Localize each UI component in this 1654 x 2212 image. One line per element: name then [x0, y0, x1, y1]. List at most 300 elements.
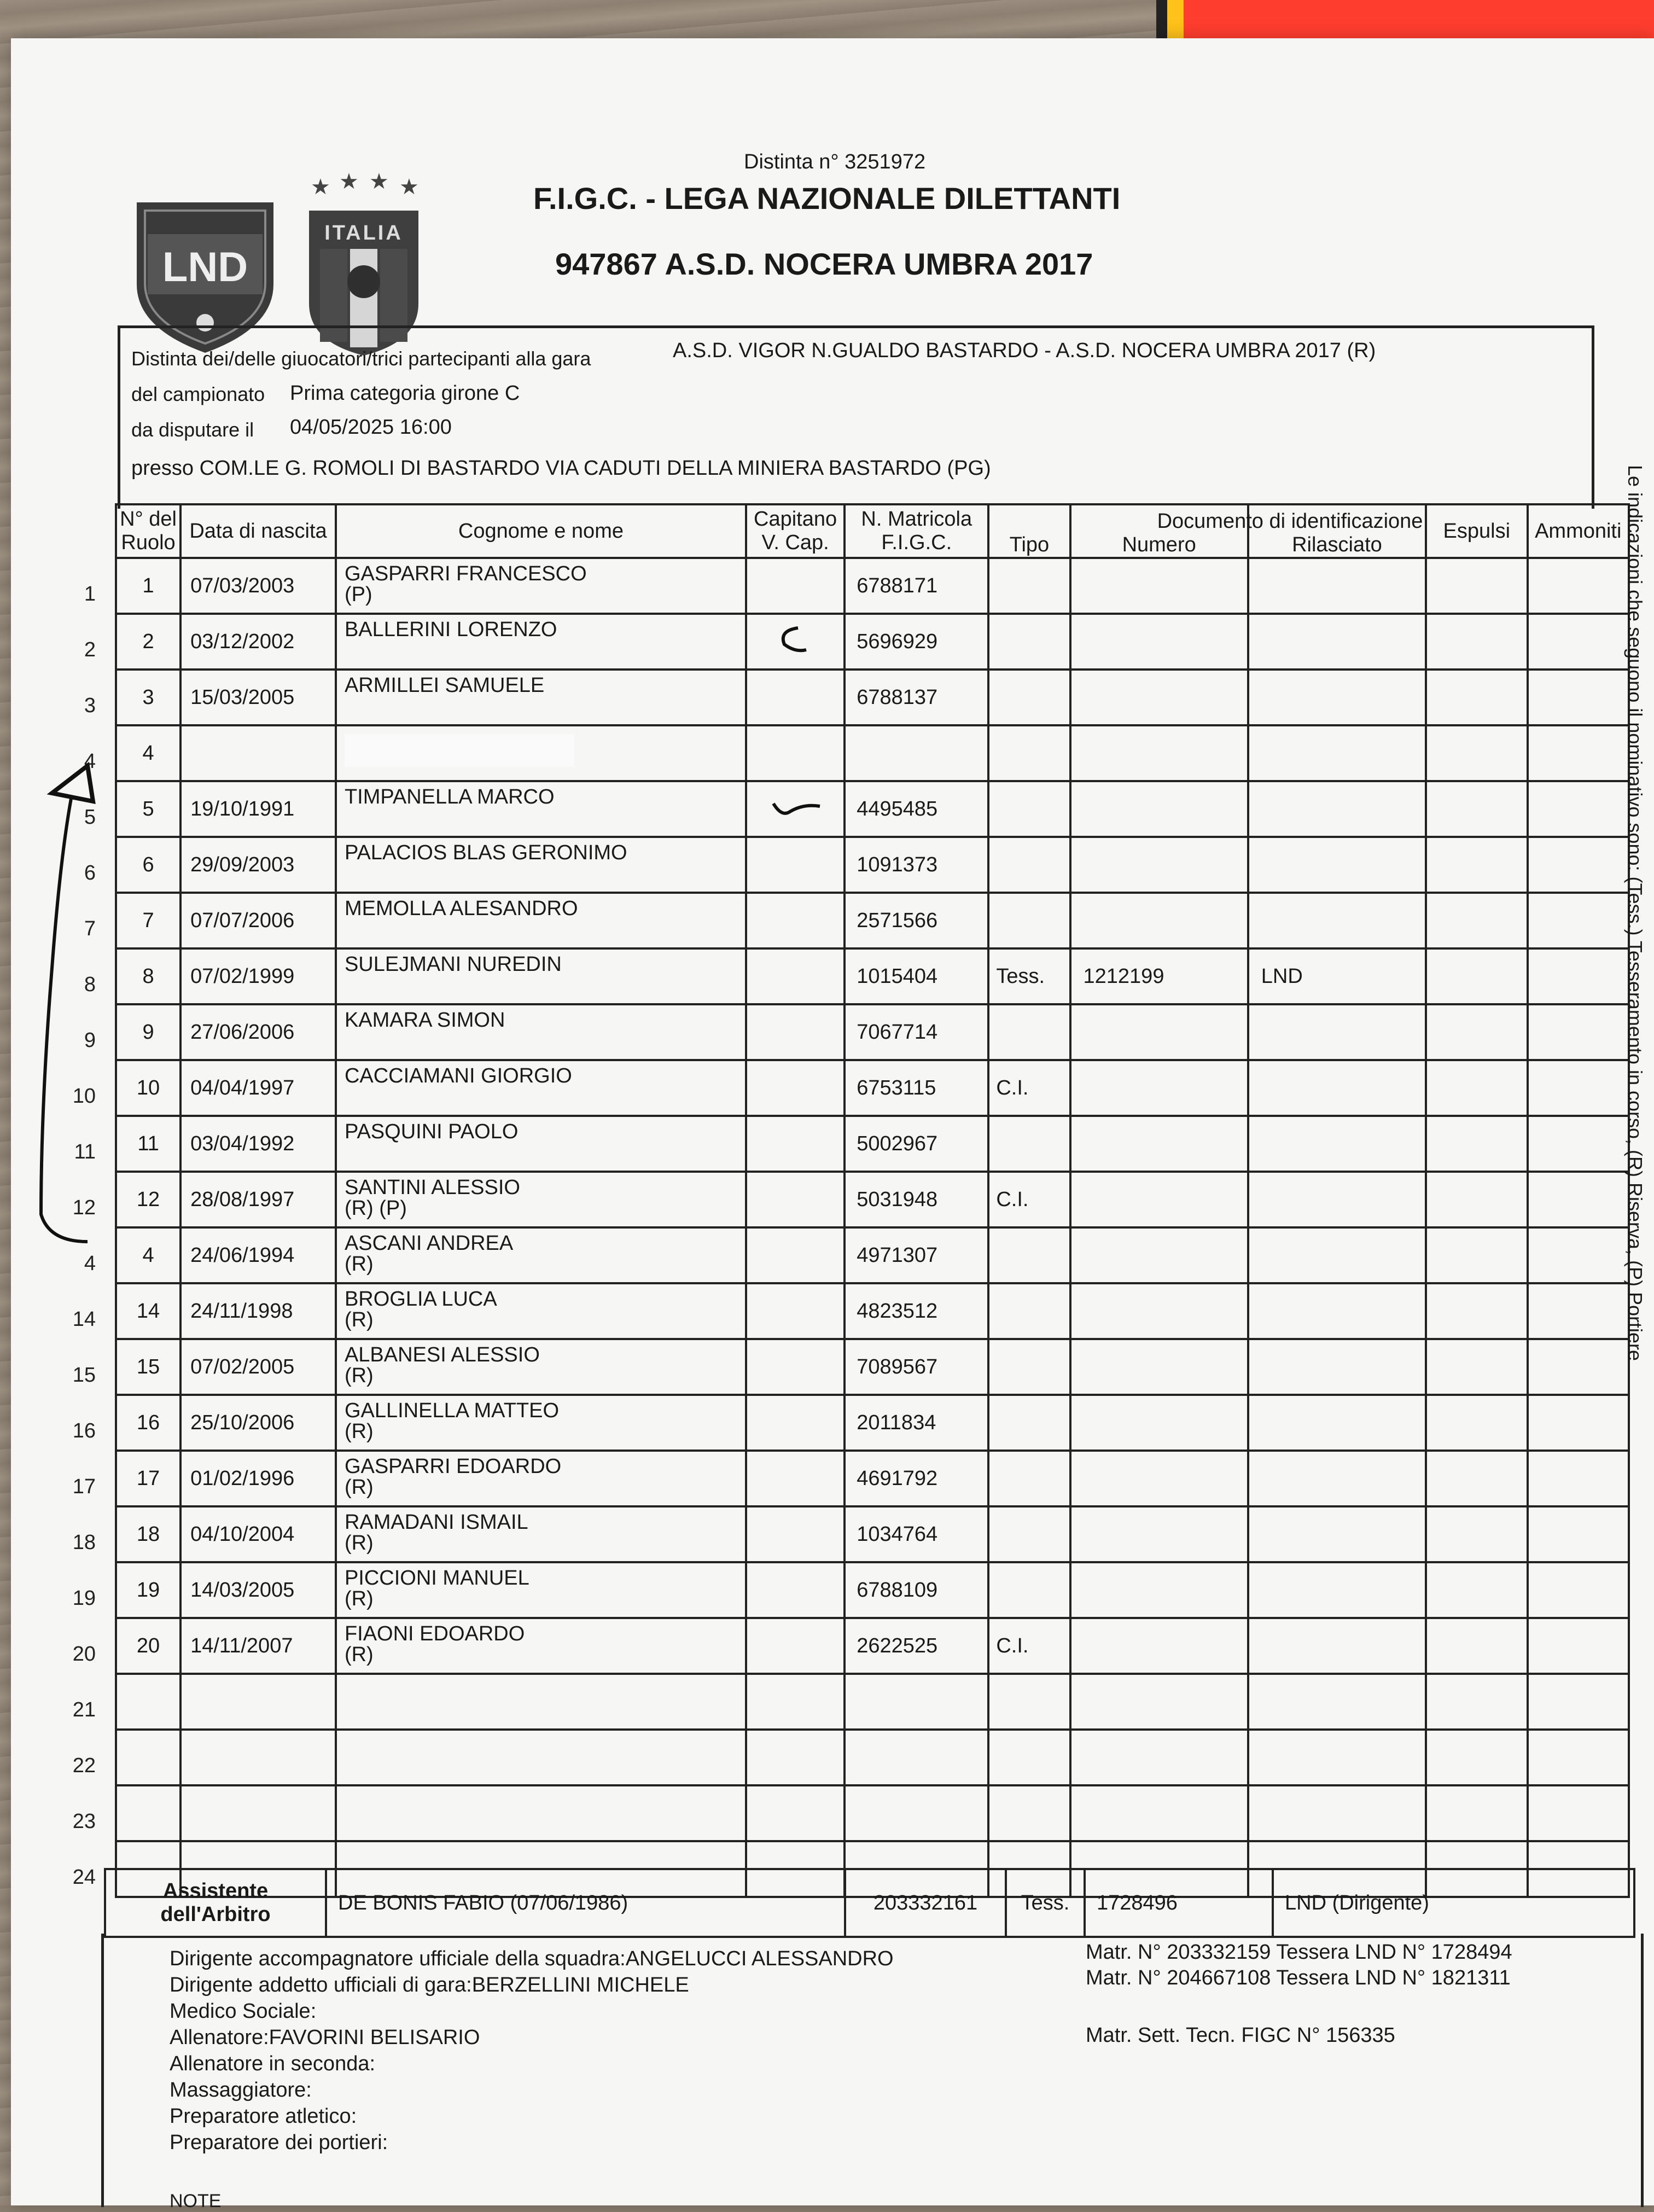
- player-name: TIMPANELLA MARCO: [344, 785, 555, 808]
- cell-numero: [1070, 1004, 1248, 1060]
- table-row: [116, 893, 1629, 948]
- player-note: (R): [344, 1587, 374, 1610]
- cell-tipo: [988, 1395, 1070, 1451]
- cell-nascita: 19/10/1991: [180, 781, 336, 837]
- cell-nome: [336, 1562, 746, 1618]
- player-name: BALLERINI LORENZO: [344, 618, 557, 641]
- cell-numero: [1070, 1283, 1248, 1339]
- player-note: (R): [344, 1364, 374, 1387]
- player-name: PASQUINI PAOLO: [344, 1120, 519, 1143]
- cell-ruolo: 16: [116, 1395, 180, 1451]
- cell-tipo: [988, 1283, 1070, 1339]
- cell-rilasciato: [1248, 1283, 1426, 1339]
- cell-rilasciato: [1248, 837, 1426, 893]
- assistant-name: DE BONIS FABIO (07/06/1986): [326, 1869, 845, 1937]
- table-row: [116, 670, 1629, 725]
- player-name: ALBANESI ALESSIO: [344, 1343, 540, 1366]
- note-label: NOTE: [170, 2191, 222, 2211]
- cell-capitano: [746, 1730, 845, 1785]
- cell-matricola: 2011834: [845, 1395, 988, 1451]
- cell-nascita: 24/11/1998: [180, 1283, 336, 1339]
- cell-nome: [336, 1730, 746, 1785]
- cell-espulsi: [1426, 837, 1527, 893]
- cell-ammoniti: [1528, 781, 1629, 837]
- cell-ruolo: 2: [116, 614, 180, 670]
- cell-espulsi: [1426, 1172, 1527, 1227]
- cell-nome: [336, 948, 746, 1004]
- cell-numero: [1070, 1785, 1248, 1841]
- cell-numero: [1070, 1506, 1248, 1562]
- side-row-number: 1: [84, 583, 96, 606]
- cell-matricola: 6753115: [845, 1060, 988, 1116]
- match-info-box: [118, 325, 1594, 509]
- cell-nome: [336, 1618, 746, 1674]
- cell-capitano: [746, 1116, 845, 1172]
- side-row-number: 20: [72, 1643, 96, 1666]
- cell-rilasciato: [1248, 725, 1426, 781]
- cell-tipo: [988, 1004, 1070, 1060]
- cell-tipo: [988, 614, 1070, 670]
- cell-numero: [1070, 670, 1248, 725]
- staff-line: Allenatore:FAVORINI BELISARIO: [170, 2026, 480, 2049]
- cell-ruolo: 9: [116, 1004, 180, 1060]
- cell-espulsi: [1426, 1451, 1527, 1506]
- cell-ruolo: 4: [116, 725, 180, 781]
- col-espulsi: Espulsi: [1426, 504, 1527, 558]
- col-ruolo: N° del Ruolo: [116, 504, 180, 558]
- side-row-number: 19: [72, 1587, 96, 1610]
- table-row: [116, 1562, 1629, 1618]
- cell-ammoniti: [1528, 1506, 1629, 1562]
- cell-matricola: [845, 1785, 988, 1841]
- cell-tipo: Tess.: [988, 948, 1070, 1004]
- side-row-number: 4: [84, 1252, 96, 1275]
- table-row: [116, 725, 1629, 781]
- cell-nascita: [180, 1674, 336, 1730]
- cell-numero: [1070, 893, 1248, 948]
- side-row-number: 10: [72, 1085, 96, 1108]
- cell-tipo: C.I.: [988, 1618, 1070, 1674]
- cell-rilasciato: [1248, 1395, 1426, 1451]
- cell-rilasciato: [1248, 1730, 1426, 1785]
- cell-capitano: [746, 1395, 845, 1451]
- col-rilasciato-label: Rilasciato: [1292, 533, 1382, 556]
- table-row: [116, 1172, 1629, 1227]
- cell-rilasciato: [1248, 558, 1426, 614]
- staff-line: Dirigente addetto ufficiali di gara:BERZELLINI MICHELE: [170, 1974, 689, 1996]
- cell-capitano: [746, 1506, 845, 1562]
- cell-numero: [1070, 837, 1248, 893]
- document-sheet: [11, 38, 1654, 2211]
- cell-ruolo: 17: [116, 1451, 180, 1506]
- cell-nome: [336, 1004, 746, 1060]
- cell-nome: [336, 837, 746, 893]
- cell-rilasciato: LND: [1248, 948, 1426, 1004]
- cell-numero: [1070, 1172, 1248, 1227]
- cell-ruolo: 11: [116, 1116, 180, 1172]
- player-name: GALLINELLA MATTEO: [344, 1399, 560, 1422]
- cell-nascita: 29/09/2003: [180, 837, 336, 893]
- col-nascita: Data di nascita: [180, 504, 336, 558]
- cell-rilasciato: [1248, 1562, 1426, 1618]
- cell-capitano: [746, 1618, 845, 1674]
- cell-ammoniti: [1528, 1060, 1629, 1116]
- col-matricola: N. Matricola F.I.G.C.: [845, 504, 988, 558]
- player-note: (R): [344, 1253, 374, 1276]
- cell-capitano: [746, 1451, 845, 1506]
- cell-capitano: [746, 1562, 845, 1618]
- cell-espulsi: [1426, 614, 1527, 670]
- staff-line: Preparatore atletico:: [170, 2105, 357, 2128]
- cell-ruolo: [116, 1785, 180, 1841]
- table-row: [116, 1116, 1629, 1172]
- table-row: [116, 1283, 1629, 1339]
- player-name: GASPARRI EDOARDO: [344, 1455, 562, 1478]
- table-row: [116, 1674, 1629, 1730]
- table-row: [116, 1339, 1629, 1395]
- cell-nascita: 24/06/1994: [180, 1227, 336, 1283]
- cell-matricola: 4823512: [845, 1283, 988, 1339]
- cell-nascita: [180, 725, 336, 781]
- assistant-label: Assistente dell'Arbitro: [105, 1869, 326, 1937]
- table-row: [116, 1060, 1629, 1116]
- cell-matricola: 7089567: [845, 1339, 988, 1395]
- player-name: SULEJMANI NUREDIN: [344, 953, 562, 976]
- cell-ruolo: 7: [116, 893, 180, 948]
- cell-tipo: [988, 1506, 1070, 1562]
- cell-espulsi: [1426, 1730, 1527, 1785]
- cell-ammoniti: [1528, 725, 1629, 781]
- cell-nome: [336, 725, 746, 781]
- cell-tipo: [988, 1339, 1070, 1395]
- col-tipo: [988, 504, 1070, 558]
- cell-ruolo: [116, 1730, 180, 1785]
- cell-nascita: 14/03/2005: [180, 1562, 336, 1618]
- player-name: PALACIOS BLAS GERONIMO: [344, 841, 627, 864]
- assistant-row: [105, 1869, 1634, 1937]
- cell-nome: [336, 1172, 746, 1227]
- cell-nascita: 27/06/2006: [180, 1004, 336, 1060]
- cell-espulsi: [1426, 1618, 1527, 1674]
- cell-tipo: [988, 893, 1070, 948]
- cell-matricola: 2622525: [845, 1618, 988, 1674]
- player-name: ARMILLEI SAMUELE: [344, 674, 545, 697]
- cell-espulsi: [1426, 1283, 1527, 1339]
- vice-captain-mark: [765, 787, 825, 825]
- cell-ruolo: 4: [116, 1227, 180, 1283]
- cell-tipo: [988, 1730, 1070, 1785]
- cell-matricola: 1015404: [845, 948, 988, 1004]
- disputare-label: da disputare il: [131, 418, 254, 441]
- cell-matricola: [845, 725, 988, 781]
- cell-rilasciato: [1248, 893, 1426, 948]
- cell-ruolo: 10: [116, 1060, 180, 1116]
- col-documento: Documento di identificazione: [1157, 510, 1423, 533]
- side-row-number: 9: [84, 1029, 96, 1052]
- player-name: MEMOLLA ALESANDRO: [344, 897, 578, 920]
- cell-tipo: C.I.: [988, 1060, 1070, 1116]
- cell-nome: [336, 1339, 746, 1395]
- cell-capitano: [746, 1339, 845, 1395]
- player-name: CACCIAMANI GIORGIO: [344, 1064, 572, 1087]
- player-note: (R) (P): [344, 1197, 407, 1220]
- staff-line: Allenatore in seconda:: [170, 2052, 376, 2075]
- side-row-number: 5: [84, 806, 96, 829]
- cell-numero: [1070, 1116, 1248, 1172]
- cell-ruolo: 20: [116, 1618, 180, 1674]
- cell-ammoniti: [1528, 893, 1629, 948]
- cell-matricola: 1034764: [845, 1506, 988, 1562]
- cell-numero: 1212199: [1070, 948, 1248, 1004]
- cell-rilasciato: [1248, 1060, 1426, 1116]
- table-row: [116, 1506, 1629, 1562]
- cell-espulsi: [1426, 1562, 1527, 1618]
- cell-numero: [1070, 1060, 1248, 1116]
- cell-nome: [336, 1060, 746, 1116]
- cell-numero: [1070, 781, 1248, 837]
- cell-matricola: 4971307: [845, 1227, 988, 1283]
- cell-ammoniti: [1528, 1395, 1629, 1451]
- cell-nome: [336, 1116, 746, 1172]
- cell-ruolo: 18: [116, 1506, 180, 1562]
- side-row-number: 11: [74, 1140, 96, 1163]
- cell-nome: [336, 1227, 746, 1283]
- cell-rilasciato: [1248, 781, 1426, 837]
- cell-nascita: 03/12/2002: [180, 614, 336, 670]
- assistant-numero: 1728496: [1085, 1869, 1273, 1937]
- col-numero-label: Numero: [1122, 533, 1196, 556]
- cell-numero: [1070, 1339, 1248, 1395]
- cell-numero: [1070, 1618, 1248, 1674]
- staff-matricola-line: Matr. N° 204667108 Tessera LND N° 1821311: [1086, 1966, 1511, 1989]
- cell-ammoniti: [1528, 670, 1629, 725]
- cell-tipo: [988, 1674, 1070, 1730]
- svg-text:★: ★: [311, 175, 330, 199]
- cell-nome: [336, 1395, 746, 1451]
- cell-ammoniti: [1528, 837, 1629, 893]
- cell-rilasciato: [1248, 1172, 1426, 1227]
- cell-matricola: 2571566: [845, 893, 988, 948]
- cell-nome: [336, 670, 746, 725]
- cell-matricola: 5031948: [845, 1172, 988, 1227]
- staff-matricola-line: Matr. N° 203332159 Tessera LND N° 1728494: [1086, 1941, 1512, 1964]
- cell-espulsi: [1426, 670, 1527, 725]
- cell-nome: [336, 1283, 746, 1339]
- staff-line: Dirigente accompagnatore ufficiale della squadra:ANGELUCCI ALESSANDRO: [170, 1947, 894, 1970]
- players-table: [115, 503, 1630, 1898]
- cell-tipo: [988, 1451, 1070, 1506]
- cell-matricola: 5696929: [845, 614, 988, 670]
- cell-espulsi: [1426, 558, 1527, 614]
- handwritten-arrow: [27, 749, 159, 1269]
- cell-nascita: 07/03/2003: [180, 558, 336, 614]
- cell-tipo: [988, 725, 1070, 781]
- player-note: (P): [344, 583, 372, 606]
- cell-nome: [336, 893, 746, 948]
- italia-logo-text: ITALIA: [324, 222, 403, 245]
- side-row-number: 6: [84, 861, 96, 884]
- cell-matricola: [845, 1730, 988, 1785]
- player-note: (R): [344, 1308, 374, 1331]
- cell-capitano: [746, 893, 845, 948]
- staff-line: Medico Sociale:: [170, 2000, 317, 2023]
- cell-capitano: [746, 558, 845, 614]
- cell-nascita: 01/02/1996: [180, 1451, 336, 1506]
- cell-ammoniti: [1528, 948, 1629, 1004]
- side-row-number: 8: [84, 973, 96, 996]
- cell-espulsi: [1426, 1395, 1527, 1451]
- cell-nome: [336, 1785, 746, 1841]
- match-name: A.S.D. VIGOR N.GUALDO BASTARDO - A.S.D. NOCERA UMBRA 2017 (R): [673, 339, 1376, 362]
- table-row: [116, 1004, 1629, 1060]
- distinta-number: Distinta n° 3251972: [744, 150, 926, 173]
- league-title: F.I.G.C. - LEGA NAZIONALE DILETTANTI: [533, 181, 1121, 216]
- player-name: PICCIONI MANUEL: [344, 1567, 529, 1590]
- cell-capitano: [746, 1004, 845, 1060]
- cell-capitano: [746, 948, 845, 1004]
- cell-rilasciato: [1248, 1451, 1426, 1506]
- cell-espulsi: [1426, 725, 1527, 781]
- cell-rilasciato: [1248, 1339, 1426, 1395]
- cell-nascita: 04/10/2004: [180, 1506, 336, 1562]
- cell-nascita: [180, 1730, 336, 1785]
- cell-matricola: 6788137: [845, 670, 988, 725]
- side-row-number: 16: [72, 1419, 96, 1442]
- cell-rilasciato: [1248, 614, 1426, 670]
- cell-ruolo: 8: [116, 948, 180, 1004]
- cell-ruolo: 19: [116, 1562, 180, 1618]
- cell-rilasciato: [1248, 1227, 1426, 1283]
- venue: presso COM.LE G. ROMOLI DI BASTARDO VIA CADUTI DELLA MINIERA BASTARDO (PG): [131, 457, 991, 480]
- cell-ruolo: 6: [116, 837, 180, 893]
- lnd-logo-text: LND: [162, 244, 248, 290]
- col-tipo-label: Tipo: [1009, 533, 1050, 556]
- cell-rilasciato: [1248, 1785, 1426, 1841]
- cell-numero: [1070, 614, 1248, 670]
- cell-tipo: [988, 1116, 1070, 1172]
- cell-nome: [336, 781, 746, 837]
- team-title: 947867 A.S.D. NOCERA UMBRA 2017: [555, 247, 1093, 281]
- cell-nome: [336, 1451, 746, 1506]
- cell-espulsi: [1426, 1004, 1527, 1060]
- cell-capitano: [746, 614, 845, 670]
- cell-tipo: [988, 1785, 1070, 1841]
- side-row-number: 7: [84, 917, 96, 940]
- table-row: [116, 948, 1629, 1004]
- col-capitano: Capitano V. Cap.: [746, 504, 845, 558]
- player-name: KAMARA SIMON: [344, 1009, 505, 1032]
- cell-capitano: [746, 1172, 845, 1227]
- cell-rilasciato: [1248, 1004, 1426, 1060]
- cell-capitano: [746, 1060, 845, 1116]
- cell-matricola: [845, 1674, 988, 1730]
- cell-tipo: [988, 837, 1070, 893]
- cell-ammoniti: [1528, 1618, 1629, 1674]
- side-row-number: 17: [72, 1475, 96, 1498]
- cell-tipo: [988, 670, 1070, 725]
- cell-espulsi: [1426, 1674, 1527, 1730]
- cell-nome: [336, 558, 746, 614]
- table-row: [116, 781, 1629, 837]
- cell-capitano: [746, 1227, 845, 1283]
- partecipanti-label: Distinta dei/delle giuocatori/trici partecipanti alla gara: [131, 347, 591, 370]
- cell-nome: [336, 1674, 746, 1730]
- player-note: (R): [344, 1532, 374, 1555]
- cell-ruolo: 15: [116, 1339, 180, 1395]
- cell-matricola: 7067714: [845, 1004, 988, 1060]
- player-name: FIAONI EDOARDO: [344, 1622, 525, 1645]
- cell-ammoniti: [1528, 1116, 1629, 1172]
- player-note: (R): [344, 1643, 374, 1666]
- cell-capitano: [746, 670, 845, 725]
- player-name: BROGLIA LUCA: [344, 1288, 497, 1311]
- cell-ammoniti: [1528, 1172, 1629, 1227]
- cell-ammoniti: [1528, 1339, 1629, 1395]
- side-row-number: 14: [72, 1308, 96, 1331]
- cell-ammoniti: [1528, 1004, 1629, 1060]
- cell-espulsi: [1426, 1506, 1527, 1562]
- redaction-patch: [345, 734, 574, 767]
- svg-text:★: ★: [339, 172, 359, 194]
- cell-ruolo: 3: [116, 670, 180, 725]
- cell-tipo: [988, 1562, 1070, 1618]
- cell-numero: [1070, 1730, 1248, 1785]
- col-ammoniti: Ammoniti: [1528, 504, 1629, 558]
- cell-ammoniti: [1528, 1451, 1629, 1506]
- svg-text:★: ★: [399, 175, 419, 199]
- cell-nascita: 04/04/1997: [180, 1060, 336, 1116]
- cell-numero: [1070, 1562, 1248, 1618]
- cell-espulsi: [1426, 1785, 1527, 1841]
- cell-numero: [1070, 725, 1248, 781]
- cell-capitano: [746, 1283, 845, 1339]
- staff-line: Preparatore dei portieri:: [170, 2131, 388, 2154]
- cell-ruolo: 12: [116, 1172, 180, 1227]
- cell-capitano: [746, 1785, 845, 1841]
- player-name: SANTINI ALESSIO: [344, 1176, 520, 1199]
- side-row-number: 4: [84, 750, 96, 773]
- col-nome: Cognome e nome: [336, 504, 746, 558]
- cell-numero: [1070, 1674, 1248, 1730]
- cell-numero: [1070, 1451, 1248, 1506]
- table-row: [116, 1395, 1629, 1451]
- player-name: RAMADANI ISMAIL: [344, 1511, 528, 1534]
- cell-ruolo: 1: [116, 558, 180, 614]
- cell-matricola: 6788109: [845, 1562, 988, 1618]
- cell-ruolo: 5: [116, 781, 180, 837]
- side-row-number: 23: [72, 1810, 96, 1833]
- table-row: [116, 1227, 1629, 1283]
- cell-matricola: 4691792: [845, 1451, 988, 1506]
- cell-rilasciato: [1248, 1674, 1426, 1730]
- cell-nascita: [180, 1785, 336, 1841]
- side-row-number: 18: [72, 1531, 96, 1554]
- cell-capitano: [746, 781, 845, 837]
- cell-nome: [336, 614, 746, 670]
- cell-nascita: 28/08/1997: [180, 1172, 336, 1227]
- cell-nascita: 14/11/2007: [180, 1618, 336, 1674]
- captain-mark: [765, 620, 825, 658]
- side-row-number: 12: [72, 1196, 96, 1219]
- cell-ammoniti: [1528, 614, 1629, 670]
- cell-nascita: 07/02/1999: [180, 948, 336, 1004]
- cell-nome: [336, 1506, 746, 1562]
- cell-matricola: 4495485: [845, 781, 988, 837]
- cell-espulsi: [1426, 1060, 1527, 1116]
- cell-tipo: C.I.: [988, 1172, 1070, 1227]
- table-row: [116, 1618, 1629, 1674]
- side-row-number: 21: [72, 1698, 96, 1721]
